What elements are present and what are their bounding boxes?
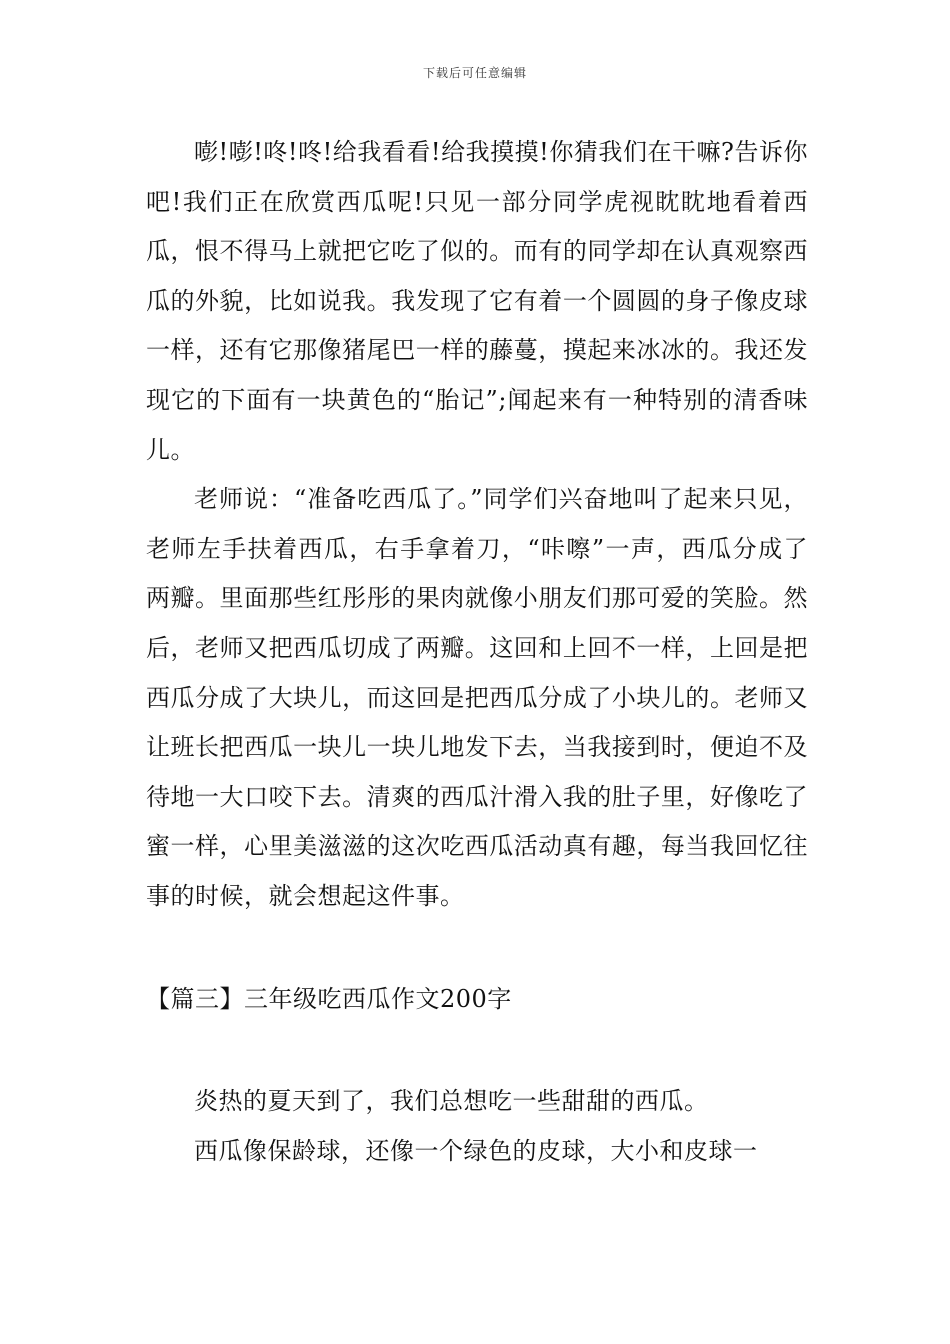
paragraph-watermelon-observation: 嘭!嘭!咚!咚!给我看看!给我摸摸!你猜我们在干嘛?告诉你吧!我们正在欣赏西瓜呢!只见一部分同学虎视眈眈地看着西瓜，恨不得马上就把它吃了似的。而有的同学却在认真观察西瓜的外貌，比如说我。我发现了它有着一个圆圆的身子像皮球一样，还有它那像猪尾巴一样的藤蔓，摸起来冰冰的。我还发现它的下面有一块黄色的“胎记”;闻起来有一种特别的清香味儿。 (146, 138, 808, 464)
section-paragraph-summer: 炎热的夏天到了，我们总想吃一些甜甜的西瓜。 (194, 1087, 709, 1116)
page-header: 下载后可任意编辑 (422, 66, 527, 80)
section-paragraph-watermelon-shape: 西瓜像保龄球，还像一个绿色的皮球，大小和皮球一 (194, 1136, 758, 1165)
paragraph-eating-watermelon: 老师说：“准备吃西瓜了。”同学们兴奋地叫了起来只见，老师左手扶着西瓜，右手拿着刀，“咔嚓”一声，西瓜分成了两瓣。里面那些红彤彤的果肉就像小朋友们那可爱的笑脸。然后，老师又把西瓜切成了两瓣。这回和上回不一样，上回是把西瓜分成了大块儿，而这回是把西瓜分成了小块儿的。老师又让班长把西瓜一块儿一块儿地发下去，当我接到时，便迫不及待地一大口咬下去。清爽的西瓜汁滑入我的肚子里，好像吃了蜜一样，心里美滋滋的这次吃西瓜活动真有趣，每当我回忆往事的时候，就会想起这件事。 (146, 485, 808, 910)
document-body (146, 128, 808, 1176)
section-heading: 【篇三】三年级吃西瓜作文200字 (146, 984, 512, 1013)
